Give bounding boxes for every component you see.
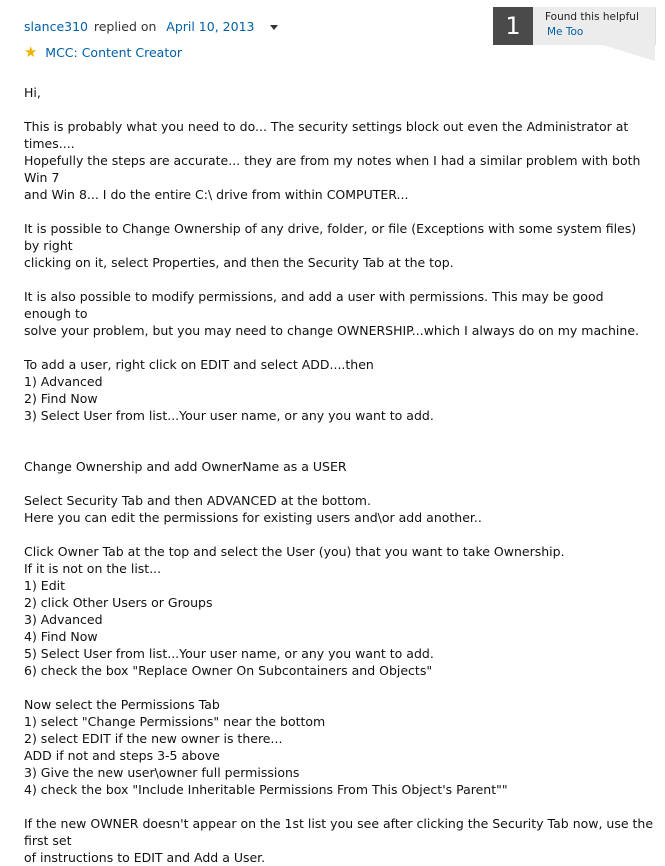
post-line [24, 203, 654, 220]
chevron-down-icon[interactable] [270, 25, 278, 30]
post-line [24, 271, 654, 288]
role-link[interactable]: MCC: Content Creator [45, 45, 183, 60]
post-line [24, 339, 654, 356]
post-line: 6) check the box "Replace Owner On Subcontainers and Objects" [24, 663, 433, 678]
helpful-widget [493, 7, 655, 61]
post-line: 5) Select User from list...Your user name, or any you want to add. [24, 646, 434, 661]
helpful-panel [533, 7, 656, 45]
post-line: To add a user, right click on EDIT and select ADD....then [24, 357, 374, 372]
post-line: 2) click Other Users or Groups [24, 595, 213, 610]
helpful-label: Found this helpful [545, 11, 639, 23]
star-icon: ★ [24, 43, 38, 61]
post-line [24, 441, 654, 458]
post-line: Change Ownership and add OwnerName as a USER [24, 459, 347, 474]
post-line: 1) Edit [24, 578, 66, 593]
post-line: It is also possible to modify permissions, and add a user with permissions. This may be good enough to [24, 289, 608, 321]
replied-on-text: replied on [93, 19, 157, 34]
post-line: 2) Find Now [24, 391, 98, 406]
post-line: 1) select "Change Permissions" near the bottom [24, 714, 326, 729]
author-role [24, 42, 484, 62]
post-line [24, 798, 654, 815]
post-line: This is probably what you need to do... The security settings block out even the Administrator at times.... [24, 119, 633, 151]
me-too-button[interactable]: Me Too [547, 26, 584, 38]
post-line: clicking on it, select Properties, and then the Security Tab at the top. [24, 255, 454, 270]
helpful-count: 1 [493, 7, 533, 45]
post-line: Hi, [24, 85, 41, 100]
post-line [24, 424, 654, 441]
post-line: solve your problem, but you may need to change OWNERSHIP...which I always do on my machine. [24, 323, 639, 338]
reply-header [24, 16, 484, 62]
post-line: Here you can edit the permissions for existing users and\or add another.. [24, 510, 482, 525]
post-line: ADD if not and steps 3-5 above [24, 748, 220, 763]
post-line: 3) Select User from list...Your user name, or any you want to add. [24, 408, 434, 423]
post-line: Click Owner Tab at the top and select the User (you) that you want to take Ownership. [24, 544, 565, 559]
post-line: Now select the Permissions Tab [24, 697, 220, 712]
post-line [24, 526, 654, 543]
post-body [24, 84, 658, 866]
post-line: If it is not on the list... [24, 561, 162, 576]
post-line: 3) Give the new user\owner full permissions [24, 765, 300, 780]
post-line: Hopefully the steps are accurate... they are from my notes when I had a similar problem with both Win 7 [24, 153, 645, 185]
speech-tail [603, 45, 655, 61]
post-line: It is possible to Change Ownership of any drive, folder, or file (Exceptions with some system files) by right [24, 221, 641, 253]
post-line: and Win 8... I do the entire C:\ drive from within COMPUTER... [24, 187, 409, 202]
post-line: 2) select EDIT if the new owner is there... [24, 731, 283, 746]
post-line: 4) check the box "Include Inheritable Permissions From This Object's Parent"" [24, 782, 508, 797]
author-link[interactable]: slance310 [24, 19, 88, 34]
post-line: Select Security Tab and then ADVANCED at the bottom. [24, 493, 371, 508]
post-line [24, 101, 654, 118]
post-line: 3) Advanced [24, 612, 103, 627]
post-line: of instructions to EDIT and Add a User. [24, 850, 266, 865]
post-line: 1) Advanced [24, 374, 103, 389]
post-line [24, 475, 654, 492]
post-line: 4) Find Now [24, 629, 98, 644]
post-line [24, 679, 654, 696]
reply-meta [24, 16, 484, 38]
post-line: If the new OWNER doesn't appear on the 1st list you see after clicking the Security Tab now, use the first set [24, 816, 658, 848]
reply-date-link[interactable]: April 10, 2013 [166, 19, 255, 34]
